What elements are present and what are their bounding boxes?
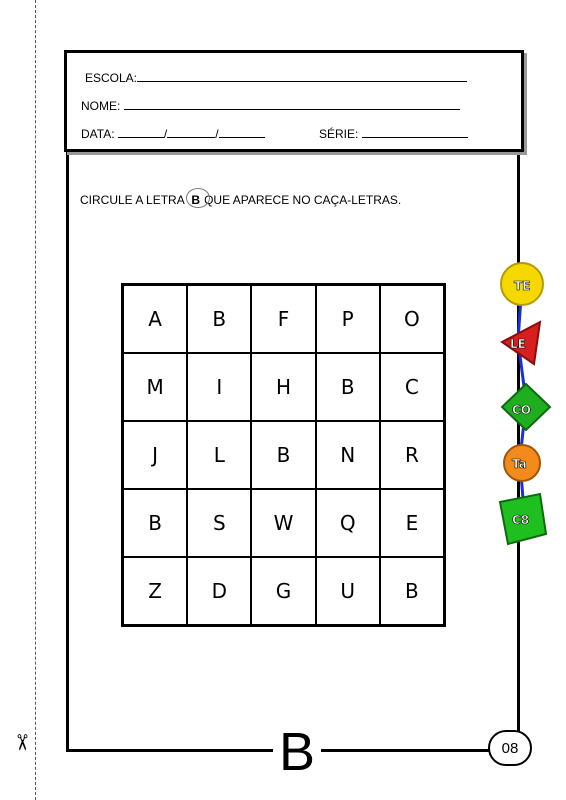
svg-text:C8: C8: [512, 513, 530, 527]
grid-cell[interactable]: B: [380, 557, 444, 625]
svg-text:LE: LE: [510, 337, 526, 351]
date-label: DATA:: [81, 127, 115, 141]
name-label: NOME:: [81, 99, 121, 113]
big-letter: B: [273, 722, 321, 782]
school-label: ESCOLA:: [85, 71, 138, 85]
grid-cell[interactable]: I: [187, 353, 251, 421]
school-input-line[interactable]: [137, 70, 467, 82]
orange-circle-icon: [504, 445, 540, 481]
date-field: [81, 126, 265, 141]
grid-cell[interactable]: N: [316, 421, 380, 489]
instruction-before: CIRCULE A LETRA: [80, 193, 185, 207]
scissors-icon: ✂: [8, 733, 34, 752]
date-year-line[interactable]: [219, 126, 265, 138]
page-number: 08: [488, 730, 532, 766]
grid-cell[interactable]: B: [123, 489, 187, 557]
grid-cell[interactable]: C: [380, 353, 444, 421]
grid-cell[interactable]: Z: [123, 557, 187, 625]
name-field: [81, 98, 460, 113]
svg-text:CO: CO: [512, 403, 532, 417]
school-field: [85, 70, 467, 85]
decorative-shape-chain: [494, 262, 554, 552]
grid-cell[interactable]: G: [251, 557, 315, 625]
cut-line: [35, 0, 36, 800]
yellow-circle-icon: [501, 263, 543, 305]
instruction-letter: B: [187, 193, 204, 207]
grid-cell[interactable]: M: [123, 353, 187, 421]
letter-search-grid: [121, 283, 446, 627]
green-square-icon: [500, 494, 546, 544]
grade-field: [319, 126, 468, 141]
grid-cell[interactable]: A: [123, 285, 187, 353]
date-month-line[interactable]: [167, 126, 215, 138]
grid-cell[interactable]: U: [316, 557, 380, 625]
grid-cell[interactable]: W: [251, 489, 315, 557]
grid-cell[interactable]: R: [380, 421, 444, 489]
grid-cell[interactable]: B: [251, 421, 315, 489]
svg-text:Ta: Ta: [512, 457, 527, 471]
grid-cell[interactable]: B: [316, 353, 380, 421]
green-diamond-icon: [502, 384, 550, 430]
grid-cell[interactable]: S: [187, 489, 251, 557]
grid-cell[interactable]: D: [187, 557, 251, 625]
grade-label: SÉRIE:: [319, 127, 359, 141]
name-input-line[interactable]: [124, 98, 460, 110]
instruction-text: [80, 193, 401, 207]
grid-cell[interactable]: P: [316, 285, 380, 353]
grid-cell[interactable]: B: [187, 285, 251, 353]
grid-cell[interactable]: L: [187, 421, 251, 489]
svg-text:TE: TE: [514, 279, 531, 293]
instruction-after: QUE APARECE NO CAÇA-LETRAS.: [204, 193, 402, 207]
grid-cell[interactable]: H: [251, 353, 315, 421]
header-box: [64, 50, 524, 152]
date-separator: /: [215, 127, 219, 141]
date-separator: /: [163, 127, 168, 141]
grade-input-line[interactable]: [362, 126, 468, 138]
date-day-line[interactable]: [118, 126, 164, 138]
grid-cell[interactable]: F: [251, 285, 315, 353]
grid-cell[interactable]: J: [123, 421, 187, 489]
grid-cell[interactable]: E: [380, 489, 444, 557]
grid-cell[interactable]: O: [380, 285, 444, 353]
grid-cell[interactable]: Q: [316, 489, 380, 557]
